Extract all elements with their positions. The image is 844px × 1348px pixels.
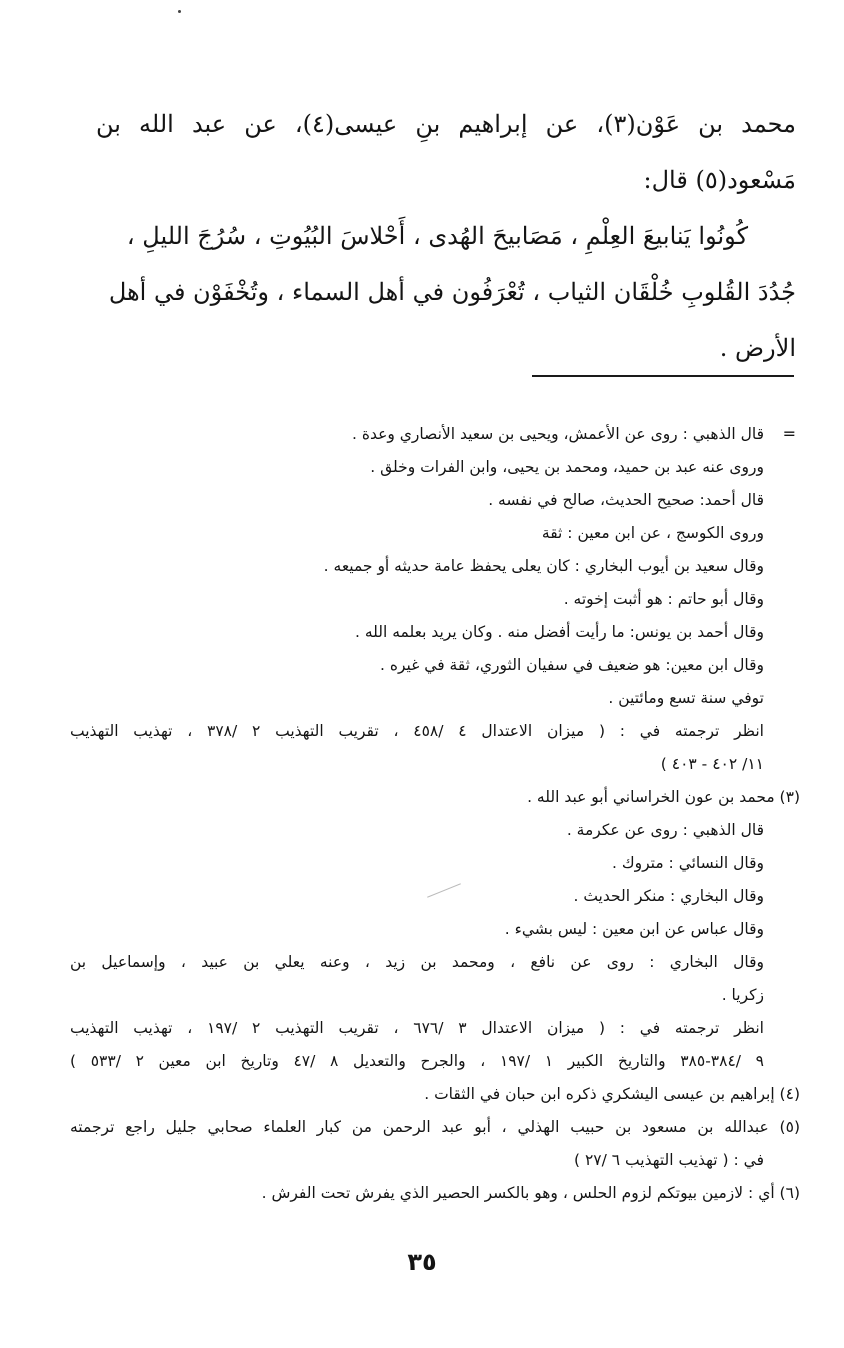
footnote-line: انظر ترجمته في : ( ميزان الاعتدال ٣ /٦٧٦ ، تقريب التهذيب ٢ /١٩٧ ، تهذيب التهذيب <box>70 1019 764 1037</box>
footnotes <box>70 418 800 1210</box>
main-line-3: جُدُدَ القُلوبِ خُلْقَان الثياب ، تُعْرَفُون في أهل السماء ، وتُخْفَوْن في أهل <box>108 278 796 306</box>
footnote-line: زكريا . <box>721 986 764 1004</box>
footnote-line: توفي سنة تسع ومائتين . <box>608 689 764 707</box>
footnote-line: وقال البخاري : منكر الحديث . <box>573 887 764 905</box>
footnote-line: وروى الكوسج ، عن ابن معين : ثقة <box>541 524 764 542</box>
footnote-continuation-marker: = <box>782 424 796 443</box>
footnote-line: (٣) محمد بن عون الخراساني أبو عبد الله . <box>527 788 800 806</box>
main-line-2: كُونُوا يَنابيعَ العِلْمِ ، مَصَابيحَ الهُدى ، أَحْلاسَ البُيُوتِ ، سُرُجَ الليلِ ، <box>126 222 748 250</box>
footnote-line: ٩ /٣٨٤-٣٨٥ والتاريخ الكبير ١ /١٩٧ ، والجرح والتعديل ٨ /٤٧ وتاريخ ابن معين ٢ /٥٣٣ ) <box>70 1052 764 1070</box>
main-line-4: الأرض . <box>719 334 796 362</box>
footnote-line: (٥) عبدالله بن مسعود بن حبيب الهذلي ، أبو عبد الرحمن من كبار العلماء صحابي جليل راجع ترجمته <box>70 1118 800 1136</box>
footnote-line: وقال النسائي : متروك . <box>611 854 764 872</box>
footnote-line: وقال أحمد بن يونس: ما رأيت أفضل منه . وكان يريد بعلمه الله . <box>355 623 764 641</box>
footnote-line: قال أحمد: صحيح الحديث، صالح في نفسه . <box>488 491 764 509</box>
footnote-separator <box>532 375 794 377</box>
footnote-line: وروى عنه عبد بن حميد، ومحمد بن يحيى، وابن الفرات وخلق . <box>370 458 764 476</box>
main-text <box>96 96 796 376</box>
print-speck <box>178 10 181 13</box>
footnote-line: وقال سعيد بن أيوب البخاري : كان يعلى يحفظ عامة حديثه أو جميعه . <box>323 557 764 575</box>
footnote-line: وقال أبو حاتم : هو أثبت إخوته . <box>563 590 764 608</box>
main-line-1: محمد بن عَوْن(٣)، عن إبراهيم بنِ عيسى(٤)، عن عبد الله بن مَسْعود(٥) قال: <box>96 110 797 194</box>
footnote-line: وقال عباس عن ابن معين : ليس بشيء . <box>504 920 764 938</box>
footnote-line: قال الذهبي : روى عن عكرمة . <box>566 821 764 839</box>
footnote-line: ١١/ ٤٠٢ - ٤٠٣ ) <box>660 755 764 773</box>
footnote-line: انظر ترجمته في : ( ميزان الاعتدال ٤ /٤٥٨ ، تقريب التهذيب ٢ /٣٧٨ ، تهذيب التهذيب <box>70 722 764 740</box>
footnote-line: وقال ابن معين: هو ضعيف في سفيان الثوري، ثقة في غيره . <box>380 656 764 674</box>
footnote-line: في : ( تهذيب التهذيب ٦ /٢٧ ) <box>573 1151 764 1169</box>
page-number: ٣٥ <box>407 1248 437 1276</box>
footnote-line: قال الذهبي : روى عن الأعمش، ويحيى بن سعيد الأنصاري وعدة . <box>352 425 764 443</box>
footnote-line: (٦) أي : لازمين بيوتكم لزوم الحلس ، وهو بالكسر الحصير الذي يفرش تحت الفرش . <box>261 1184 800 1202</box>
footnote-line: وقال البخاري : روى عن نافع ، ومحمد بن زيد ، وعنه يعلي بن عبيد ، وإسماعيل بن <box>70 953 764 971</box>
footnote-line: (٤) إبراهيم بن عيسى اليشكري ذكره ابن حبان في الثقات . <box>424 1085 800 1103</box>
